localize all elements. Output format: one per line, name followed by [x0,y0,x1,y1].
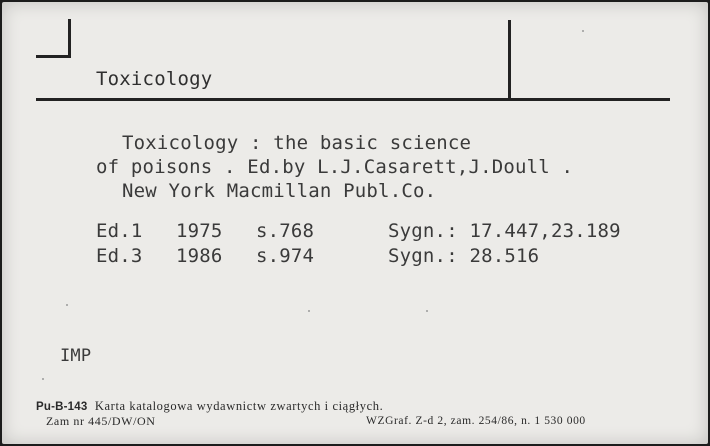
edition-label: Ed.1 [96,220,143,242]
heading-rule [36,98,670,101]
paper-speck [66,304,68,306]
form-footer-line-1 [36,399,383,414]
edition-year: 1986 [176,245,223,267]
edition-signature: Sygn.: 28.516 [388,245,540,267]
title-line-1: Toxicology : the basic science [122,132,472,154]
paper-speck [426,310,428,312]
stamp-text: IMP [60,346,92,366]
paper-speck [582,30,584,32]
vertical-rule [508,20,511,98]
catalog-card [2,2,708,444]
corner-bracket-vertical [68,19,71,57]
edition-year: 1975 [176,220,223,242]
edition-signature: Sygn.: 17.447,23.189 [388,220,621,242]
form-code: Pu-B-143 [36,401,88,413]
form-title: Karta katalogowa wydawnictw zwartych i ciągłych. [94,399,384,413]
title-line-3: New York Macmillan Publ.Co. [122,180,437,202]
form-order: Zam nr 445/DW/ON [46,414,156,428]
subject-heading: Toxicology [96,68,213,90]
paper-speck [308,310,310,312]
printer-info: WZGraf. Z-d 2, zam. 254/86, n. 1 530 000 [366,415,586,427]
title-line-2: of poisons . Ed.by L.J.Casarett,J.Doull . [96,156,574,178]
edition-pages: s.768 [256,220,315,242]
paper-speck [42,378,44,380]
edition-label: Ed.3 [96,245,143,267]
edition-pages: s.974 [256,245,315,267]
corner-bracket-horizontal [36,55,71,58]
